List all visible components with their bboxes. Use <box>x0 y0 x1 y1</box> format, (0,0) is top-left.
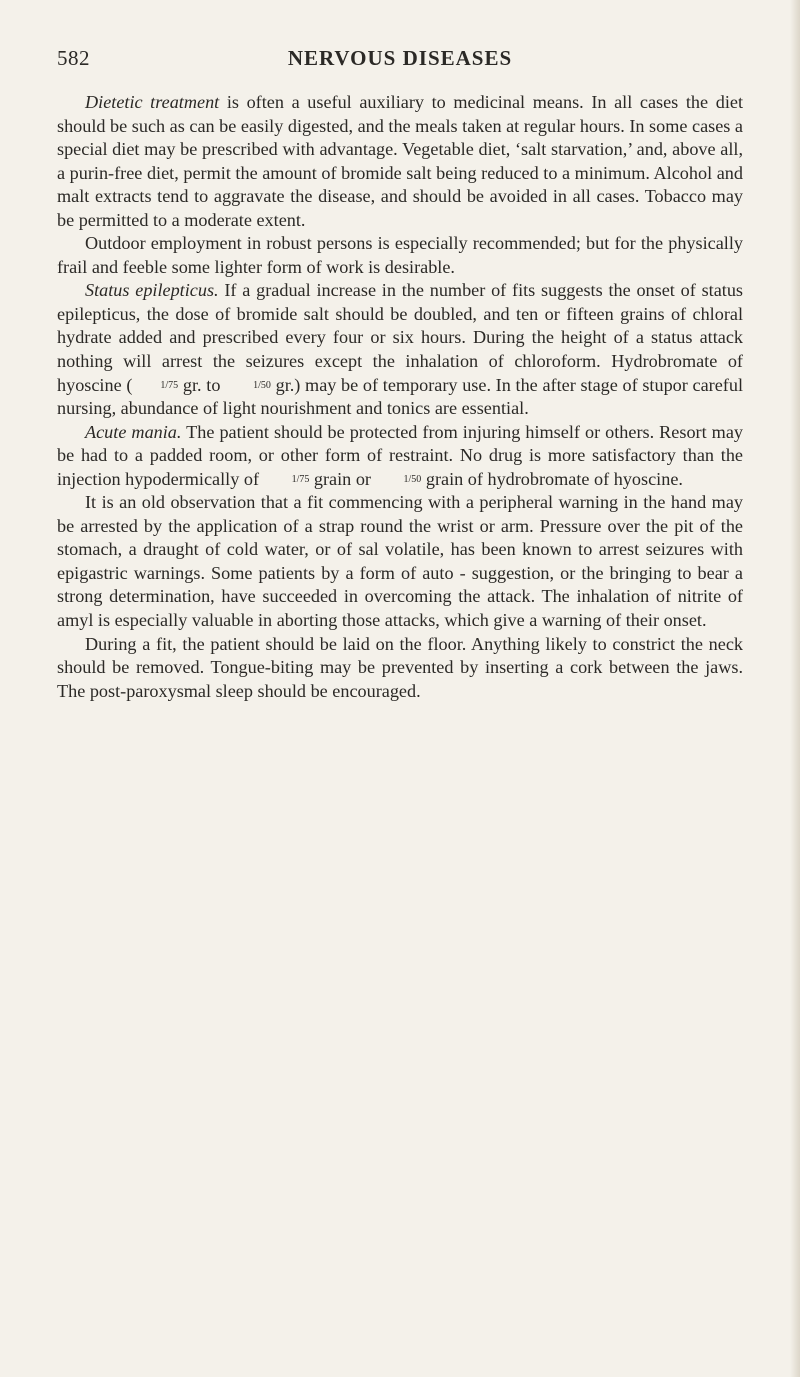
paragraph-outdoor-employment <box>57 232 743 279</box>
section-lead: Dietetic treatment <box>85 92 220 112</box>
paragraph-text: grain or <box>309 468 376 489</box>
fraction: 1/50 <box>253 379 271 391</box>
paragraph-text: The patient should be protected from injuring himself or others. Resort may be had to a padded room, or other form of restraint. No drug is more satisfactory than the injection hypodermically of <box>57 421 743 489</box>
paragraph-text: It is an old observation that a fit commencing with a peripheral warning in the hand may be arrested by the application of a strap round the wrist or arm. Pressure over the pit of the stomach, a draught of cold water, or of sal volatile, has been known to arrest seizures with epigastric warnings. Some patients by a form of auto - suggestion, or the bringing to bear a strong determination, have succeeded in overcoming the attack. The inhalation of nitrite of amyl is especially valuable in aborting those attacks, which give a warning of their onset. <box>57 492 743 631</box>
section-lead: Acute mania. <box>85 421 182 442</box>
paragraph-text: grain of hydrobromate of hyoscine. <box>421 468 683 489</box>
paragraph-acute-mania <box>57 421 743 492</box>
paragraph-during-fit <box>57 633 743 704</box>
paragraph-status-epilepticus <box>57 279 743 420</box>
page-header <box>57 46 743 76</box>
paragraph-text: is often a useful auxiliary to medicinal means. In all cases the diet should be such as can be easily digested, and the meals taken at regular hours. In some cases a special diet may be prescribed with advantage. Vegetable diet, ‘salt starvation,’ and, above all, a purin-free diet, permit the amount of bromide salt being reduced to a minimum. Alcohol and malt extracts tend to aggravate the disease, and should be avoided in all cases. Tobacco may be permitted to a moderate extent. <box>57 92 743 230</box>
paragraph-text: Outdoor employment in robust persons is especially recommended; but for the physically frail and feeble some lighter form of work is desirable. <box>57 233 743 277</box>
fraction: 1/75 <box>291 473 310 485</box>
page-number: 582 <box>57 46 90 70</box>
paragraph-text: If a gradual increase in the number of fits suggests the onset of status epilepticus, the dose of bromide salt should be doubled, and ten or fifteen grains of chloral hydrate added and prescribed every four or six hours. During the height of a status attack nothing will arrest the seizures except the inhalation of chloroform. Hydrobromate of hyoscine ( <box>57 280 743 395</box>
paragraph-text: During a fit, the patient should be laid on the floor. Anything likely to constrict the neck should be removed. Tongue-biting may be prevented by inserting a cork between the jaws. The post-paroxysmal sleep should be encouraged. <box>57 633 743 701</box>
paragraph-text: gr. to <box>178 374 226 395</box>
body-text <box>57 91 743 703</box>
fraction: 1/75 <box>160 379 179 391</box>
running-title: NERVOUS DISEASES <box>287 46 513 70</box>
section-lead: Status epilepticus. <box>85 280 219 301</box>
fraction: 1/50 <box>403 473 422 485</box>
page-edge-shadow <box>790 0 800 1377</box>
paragraph-dietetic-treatment <box>57 91 743 232</box>
paragraph-text: gr.) may be of temporary use. In the after stage of stupor careful nursing, abundance of light nourishment and tonics are essential. <box>57 374 743 419</box>
paragraph-peripheral-warning <box>57 491 743 632</box>
